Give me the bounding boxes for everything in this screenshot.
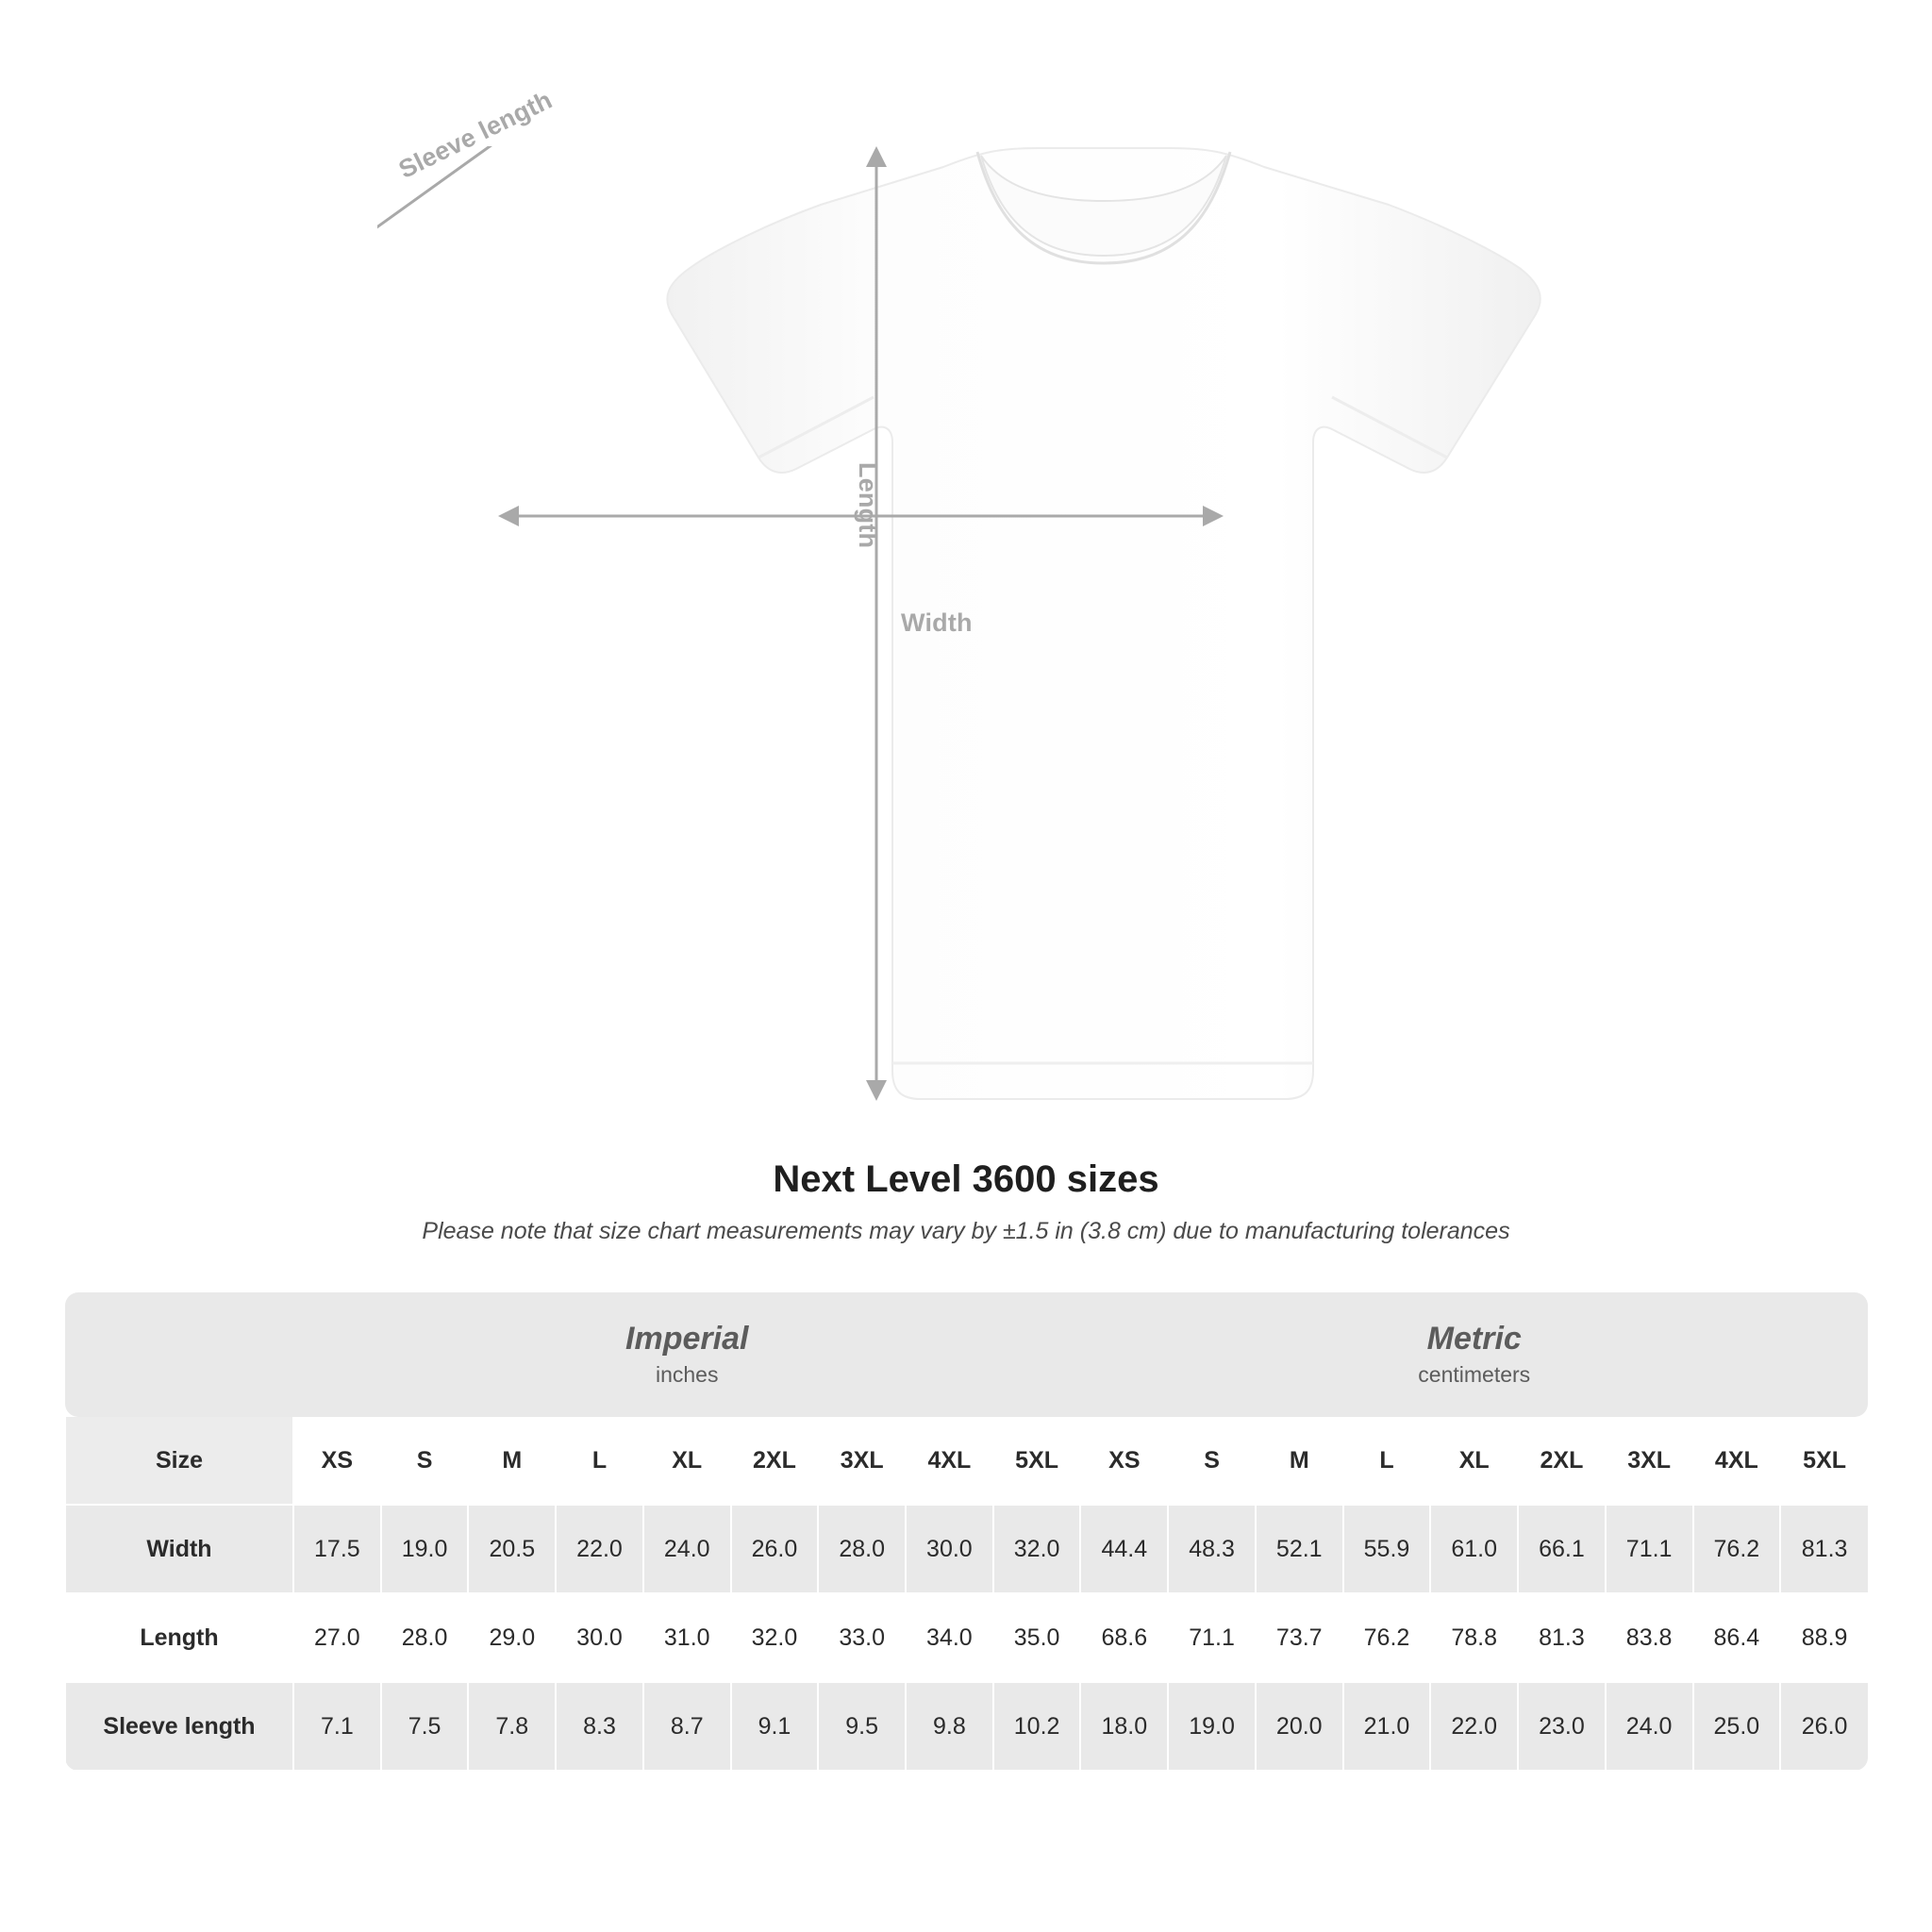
table-header-row: [65, 1417, 1868, 1505]
cell-width-3xl-imperial: 28.0: [818, 1505, 906, 1593]
cell-length-xl-metric: 78.8: [1430, 1593, 1518, 1682]
cell-width-m-metric: 52.1: [1256, 1505, 1343, 1593]
cell-length-m-imperial: 29.0: [468, 1593, 556, 1682]
cell-length-4xl-metric: 86.4: [1693, 1593, 1781, 1682]
cell-width-xs-metric: 44.4: [1080, 1505, 1168, 1593]
cell-length-xs-imperial: 27.0: [293, 1593, 381, 1682]
unit-group-sub: inches: [655, 1362, 719, 1388]
cell-sleeve-length-xs-imperial: 7.1: [293, 1682, 381, 1771]
length-dimension-label: Length: [854, 462, 882, 549]
cell-length-2xl-metric: 81.3: [1518, 1593, 1606, 1682]
column-header-2xl-imperial: 2XL: [731, 1417, 819, 1505]
cell-sleeve-length-2xl-metric: 23.0: [1518, 1682, 1606, 1771]
column-header-l-metric: L: [1343, 1417, 1431, 1505]
column-header-4xl-imperial: 4XL: [906, 1417, 993, 1505]
cell-sleeve-length-xl-metric: 22.0: [1430, 1682, 1518, 1771]
sleeve-length-dimension-label: Sleeve length: [394, 85, 557, 184]
cell-length-3xl-metric: 83.8: [1606, 1593, 1693, 1682]
cell-sleeve-length-5xl-metric: 26.0: [1780, 1682, 1868, 1771]
cell-sleeve-length-l-metric: 21.0: [1343, 1682, 1431, 1771]
cell-sleeve-length-3xl-imperial: 9.5: [818, 1682, 906, 1771]
cell-sleeve-length-2xl-imperial: 9.1: [731, 1682, 819, 1771]
cell-width-xl-imperial: 24.0: [643, 1505, 731, 1593]
row-label-sleeve-length: Sleeve length: [65, 1682, 293, 1771]
cell-width-xl-metric: 61.0: [1430, 1505, 1518, 1593]
cell-sleeve-length-3xl-metric: 24.0: [1606, 1682, 1693, 1771]
title-block: [0, 1158, 1932, 1245]
unit-group-sub: centimeters: [1418, 1362, 1531, 1388]
cell-sleeve-length-xl-imperial: 8.7: [643, 1682, 731, 1771]
cell-sleeve-length-m-metric: 20.0: [1256, 1682, 1343, 1771]
cell-sleeve-length-5xl-imperial: 10.2: [993, 1682, 1081, 1771]
unit-row-corner: [65, 1292, 293, 1417]
tolerance-note: Please note that size chart measurements may vary by ±1.5 in (3.8 cm) due to manufacturing tolerances: [422, 1218, 1510, 1244]
column-header-3xl-imperial: 3XL: [818, 1417, 906, 1505]
cell-sleeve-length-m-imperial: 7.8: [468, 1682, 556, 1771]
size-column-header: Size: [65, 1417, 293, 1505]
cell-width-m-imperial: 20.5: [468, 1505, 556, 1593]
row-label-width: Width: [65, 1505, 293, 1593]
column-header-m-metric: M: [1256, 1417, 1343, 1505]
cell-sleeve-length-4xl-metric: 25.0: [1693, 1682, 1781, 1771]
column-header-s-metric: S: [1168, 1417, 1256, 1505]
cell-sleeve-length-xs-metric: 18.0: [1080, 1682, 1168, 1771]
unit-group-metric: [1080, 1292, 1868, 1417]
cell-sleeve-length-4xl-imperial: 9.8: [906, 1682, 993, 1771]
cell-width-2xl-imperial: 26.0: [731, 1505, 819, 1593]
row-label-length: Length: [65, 1593, 293, 1682]
cell-width-s-imperial: 19.0: [381, 1505, 469, 1593]
column-header-xs-metric: XS: [1080, 1417, 1168, 1505]
column-header-5xl-metric: 5XL: [1780, 1417, 1868, 1505]
size-table-wrap: [64, 1292, 1868, 1772]
cell-length-s-imperial: 28.0: [381, 1593, 469, 1682]
size-table: [64, 1292, 1868, 1772]
table-row: [65, 1505, 1868, 1593]
unit-group-row: [65, 1292, 1868, 1417]
cell-width-l-imperial: 22.0: [556, 1505, 643, 1593]
cell-length-s-metric: 71.1: [1168, 1593, 1256, 1682]
column-header-5xl-imperial: 5XL: [993, 1417, 1081, 1505]
cell-width-5xl-imperial: 32.0: [993, 1505, 1081, 1593]
unit-group-name: Imperial: [625, 1320, 749, 1357]
unit-group-name: Metric: [1426, 1320, 1522, 1357]
column-header-m-imperial: M: [468, 1417, 556, 1505]
cell-length-xs-metric: 68.6: [1080, 1593, 1168, 1682]
cell-length-xl-imperial: 31.0: [643, 1593, 731, 1682]
cell-width-xs-imperial: 17.5: [293, 1505, 381, 1593]
cell-length-m-metric: 73.7: [1256, 1593, 1343, 1682]
cell-length-4xl-imperial: 34.0: [906, 1593, 993, 1682]
column-header-3xl-metric: 3XL: [1606, 1417, 1693, 1505]
cell-sleeve-length-s-imperial: 7.5: [381, 1682, 469, 1771]
column-header-l-imperial: L: [556, 1417, 643, 1505]
column-header-s-imperial: S: [381, 1417, 469, 1505]
cell-width-2xl-metric: 66.1: [1518, 1505, 1606, 1593]
cell-length-3xl-imperial: 33.0: [818, 1593, 906, 1682]
cell-length-5xl-metric: 88.9: [1780, 1593, 1868, 1682]
cell-width-5xl-metric: 81.3: [1780, 1505, 1868, 1593]
cell-width-4xl-metric: 76.2: [1693, 1505, 1781, 1593]
column-header-2xl-metric: 2XL: [1518, 1417, 1606, 1505]
unit-group-imperial: [293, 1292, 1080, 1417]
page-title: Next Level 3600 sizes: [773, 1158, 1159, 1200]
cell-width-4xl-imperial: 30.0: [906, 1505, 993, 1593]
cell-length-l-imperial: 30.0: [556, 1593, 643, 1682]
column-header-4xl-metric: 4XL: [1693, 1417, 1781, 1505]
table-row: [65, 1682, 1868, 1771]
table-row: [65, 1593, 1868, 1682]
cell-sleeve-length-l-imperial: 8.3: [556, 1682, 643, 1771]
cell-length-5xl-imperial: 35.0: [993, 1593, 1081, 1682]
column-header-xl-imperial: XL: [643, 1417, 731, 1505]
column-header-xs-imperial: XS: [293, 1417, 381, 1505]
column-header-xl-metric: XL: [1430, 1417, 1518, 1505]
cell-length-2xl-imperial: 32.0: [731, 1593, 819, 1682]
cell-width-3xl-metric: 71.1: [1606, 1505, 1693, 1593]
cell-width-s-metric: 48.3: [1168, 1505, 1256, 1593]
cell-length-l-metric: 76.2: [1343, 1593, 1431, 1682]
width-dimension-label: Width: [901, 608, 973, 637]
cell-sleeve-length-s-metric: 19.0: [1168, 1682, 1256, 1771]
cell-width-l-metric: 55.9: [1343, 1505, 1431, 1593]
